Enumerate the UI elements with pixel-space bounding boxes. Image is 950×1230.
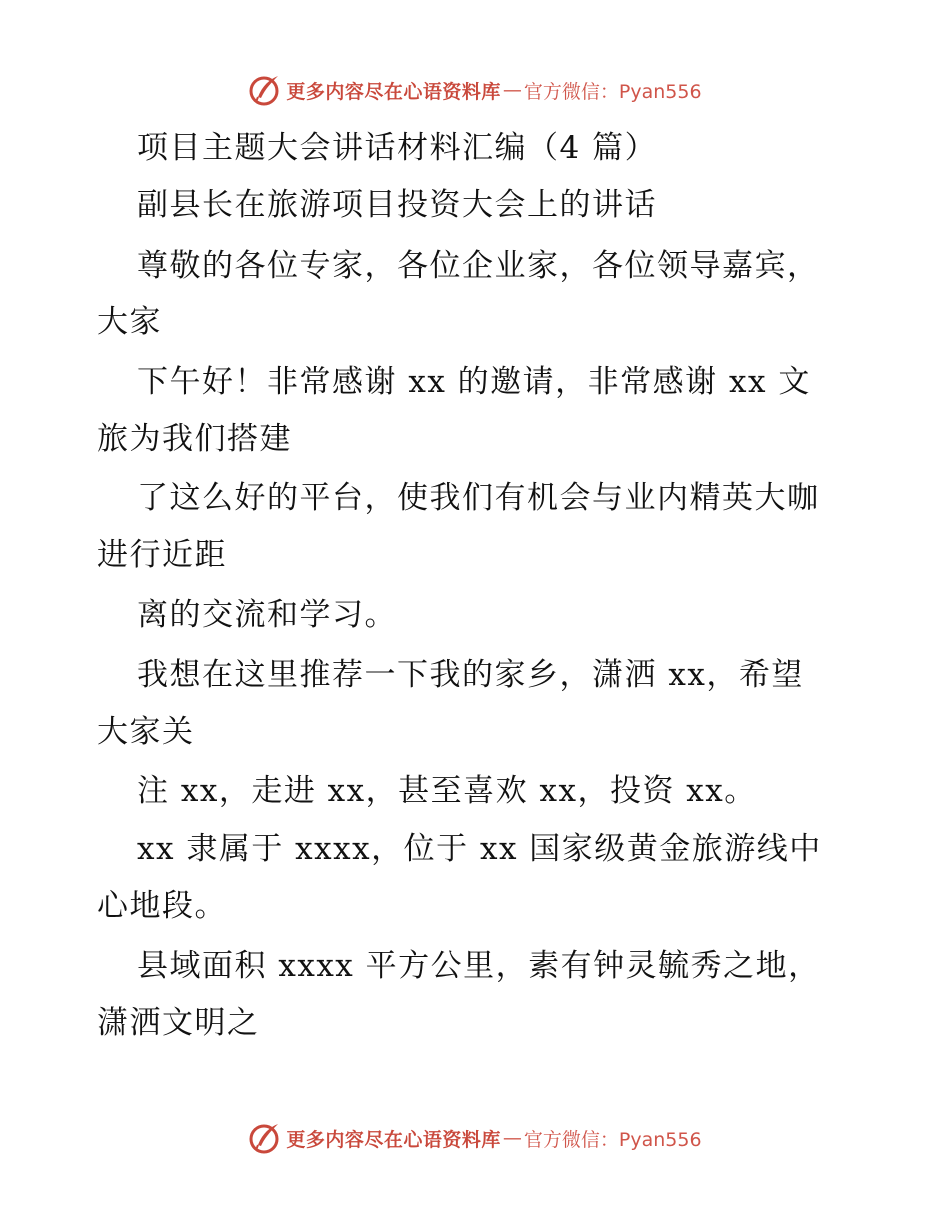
paragraph-line: 大家 — [97, 304, 162, 340]
paragraph-line: 旅为我们搭建 — [97, 421, 292, 457]
banner-wechat: 官方微信：Pyan556 — [523, 1128, 702, 1151]
paragraph-line: 注 xx，走进 xx，甚至喜欢 xx，投资 xx。 — [137, 773, 757, 809]
banner-separator: — — [502, 79, 522, 101]
doc-subtitle: 副县长在旅游项目投资大会上的讲话 — [137, 187, 657, 223]
feather-pen-circle-icon — [248, 1121, 282, 1155]
doc-title: 项目主题大会讲话材料汇编（4 篇） — [137, 130, 658, 166]
paragraph-line: 大家关 — [97, 714, 195, 750]
paragraph-line: 了这么好的平台，使我们有机会与业内精英大咖 — [137, 480, 820, 516]
banner-wechat: 官方微信：Pyan556 — [523, 80, 702, 103]
paragraph-line: 潇洒文明之 — [97, 1005, 260, 1041]
paragraph-line: 我想在这里推荐一下我的家乡，潇洒 xx，希望 — [137, 657, 804, 693]
banner-separator: — — [502, 1127, 522, 1149]
feather-pen-circle-icon — [248, 73, 282, 107]
paragraph-line: 心地段。 — [97, 888, 227, 924]
paragraph-line: 尊敬的各位专家，各位企业家，各位领导嘉宾， — [137, 248, 820, 284]
paragraph-line: 离的交流和学习。 — [137, 597, 397, 633]
paragraph-line: 下午好！非常感谢 xx 的邀请，非常感谢 xx 文 — [137, 364, 811, 400]
header-banner — [0, 70, 950, 110]
paragraph-line: 县域面积 xxxx 平方公里，素有钟灵毓秀之地， — [137, 948, 821, 984]
paragraph-line: 进行近距 — [97, 537, 227, 573]
footer-banner — [0, 1118, 950, 1158]
banner-text: 更多内容尽在心语资料库 — [286, 1128, 501, 1151]
paragraph-line: xx 隶属于 xxxx，位于 xx 国家级黄金旅游线中 — [137, 831, 822, 867]
banner-text: 更多内容尽在心语资料库 — [286, 80, 501, 103]
